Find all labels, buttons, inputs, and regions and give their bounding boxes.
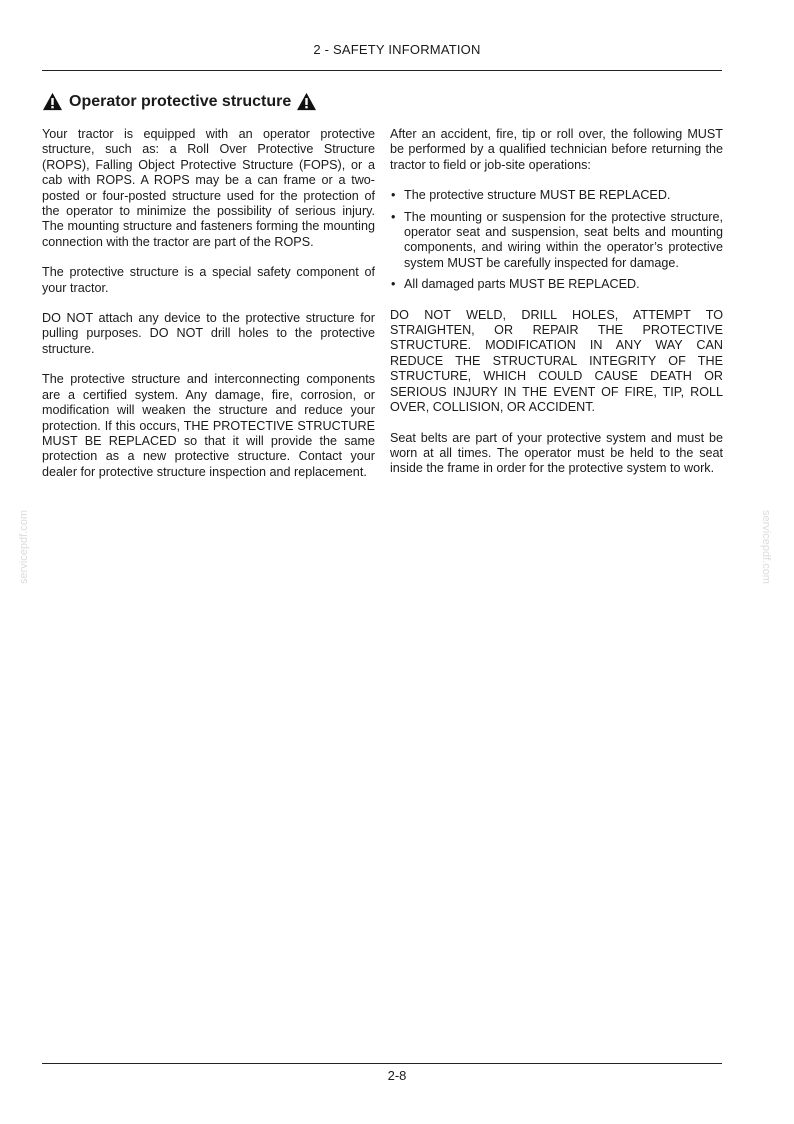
list-item: • All damaged parts MUST BE REPLACED. bbox=[390, 277, 723, 292]
list-item: • The mounting or suspension for the protective structure, operator seat and suspension, seat belts and mounting components, and wiring within the operator’s protective system MUST be carefully inspected for damage. bbox=[390, 210, 723, 272]
section-title: Operator protective structure bbox=[69, 92, 292, 110]
page-number: 2-8 bbox=[387, 1068, 407, 1083]
warning-triangle-icon bbox=[42, 92, 63, 111]
safety-component-paragraph: The protective structure is a special safety component of your tractor. bbox=[42, 265, 375, 295]
header-divider bbox=[42, 70, 722, 71]
footer-divider bbox=[42, 1063, 722, 1064]
watermark-right: servicepdf.com bbox=[760, 510, 772, 584]
warning-triangle-icon bbox=[296, 92, 317, 111]
seat-belts-paragraph: Seat belts are part of your protective system and must be worn at all times. The operator must be held to the seat inside the frame in order for the protective system to work. bbox=[390, 430, 723, 476]
right-column bbox=[390, 127, 723, 492]
do-not-weld-warning: DO NOT WELD, DRILL HOLES, ATTEMPT TO STRAIGHTEN, OR REPAIR THE PROTECTIVE STRUCTURE. MODIFICATION IN ANY WAY CAN REDUCE THE STRUCTURAL INTEGRITY OF THE STRUCTURE, WHICH COULD CAUSE DEATH OR SERIOUS INJURY IN THE EVENT OF FIRE, TIP, ROLL OVER, COLLISION, OR ACCIDENT. bbox=[390, 307, 723, 415]
after-accident-paragraph: After an accident, fire, tip or roll over, the following MUST be performed by a qualified technician before returning the tractor to field or job-site operations: bbox=[390, 127, 723, 172]
rops-description-paragraph: Your tractor is equipped with an operator protective structure, such as: a Roll Over Protective Structure (ROPS), Falling Object Protective Structure (FOPS), or a cab with ROPS. A ROPS may be a can frame or a two-posted or four-posted structure used for the protection of the operator to minimize the possibility of serious injury. The mounting structure and fasteners forming the mounting connection with the tractor are part of the ROPS. bbox=[42, 127, 375, 249]
inspection-bullet-list bbox=[390, 188, 723, 292]
list-item: • The protective structure MUST BE REPLACED. bbox=[390, 188, 723, 203]
section-heading bbox=[42, 92, 317, 111]
watermark-left: servicepdf.com bbox=[18, 510, 30, 584]
left-column bbox=[42, 127, 375, 495]
certified-system-paragraph: The protective structure and interconnecting components are a certified system. Any damage, fire, corrosion, or modification will weaken the structure and reduce your protection. If this occurs, THE PROTECTIVE STRUCTURE MUST BE REPLACED so that it will provide the same protection as a new protective structure. Contact your dealer for protective structure inspection and replacement. bbox=[42, 372, 375, 479]
do-not-attach-paragraph: DO NOT attach any device to the protective structure for pulling purposes. DO NOT drill holes to the protective structure. bbox=[42, 311, 375, 356]
page-header-title: 2 - SAFETY INFORMATION bbox=[313, 42, 481, 57]
